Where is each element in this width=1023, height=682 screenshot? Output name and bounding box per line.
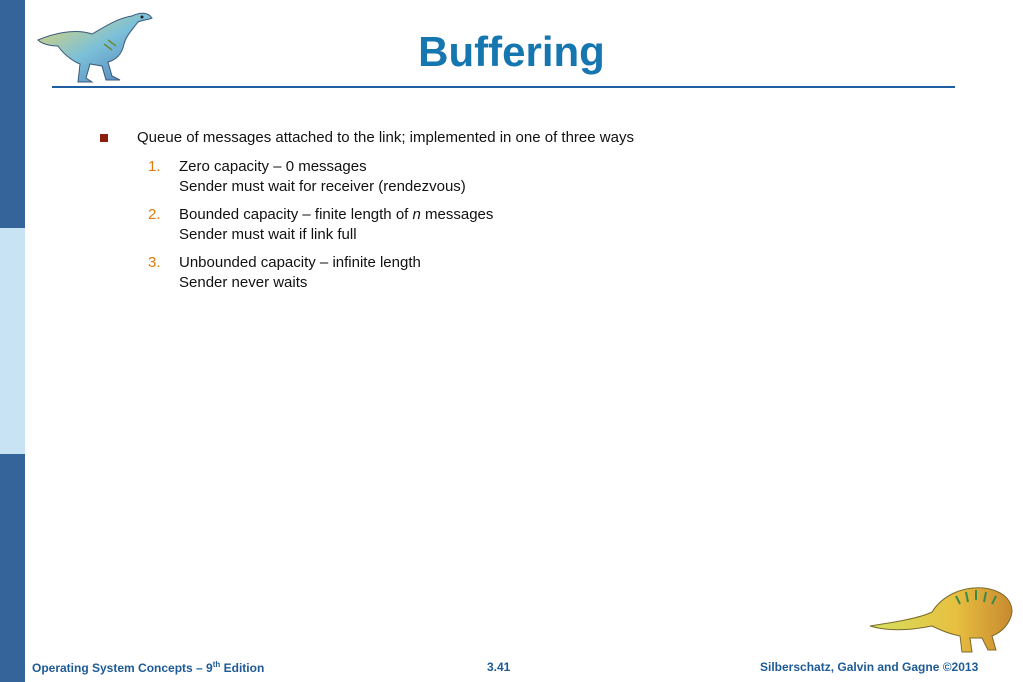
- item-number: 2.: [148, 206, 161, 223]
- item-number: 1.: [148, 158, 161, 175]
- footer-page-number: 3.41: [487, 660, 511, 674]
- slide-title: Buffering: [418, 28, 605, 75]
- bullet-text: Queue of messages attached to the link; implemented in one of three ways: [137, 129, 634, 146]
- item-text: [179, 157, 466, 197]
- bullet-square-icon: [100, 134, 108, 142]
- item-text: [179, 253, 421, 293]
- item-number: 3.: [148, 254, 161, 271]
- item-line-2: Sender never waits: [179, 274, 308, 291]
- item-line-1-post: messages: [420, 206, 494, 223]
- footer-authors: Silberschatz, Galvin and Gagne ©2013: [760, 660, 979, 674]
- footer-left-text: Operating System Concepts – 9: [32, 661, 213, 675]
- item-line-2: Sender must wait if link full: [179, 226, 357, 243]
- item-line-1: [179, 205, 493, 225]
- footer-left-suffix: Edition: [220, 661, 265, 675]
- item-line-1: Unbounded capacity – infinite length: [179, 254, 421, 271]
- footer-left-superscript: th: [212, 660, 221, 669]
- item-line-1-variable: n: [412, 206, 421, 223]
- footer-book-title: [32, 660, 264, 675]
- item-text: [179, 205, 493, 245]
- item-line-2: Sender must wait for receiver (rendezvous): [179, 178, 466, 195]
- item-line-1: Zero capacity – 0 messages: [179, 158, 367, 175]
- item-line-1-pre: Bounded capacity – finite length of: [179, 206, 413, 223]
